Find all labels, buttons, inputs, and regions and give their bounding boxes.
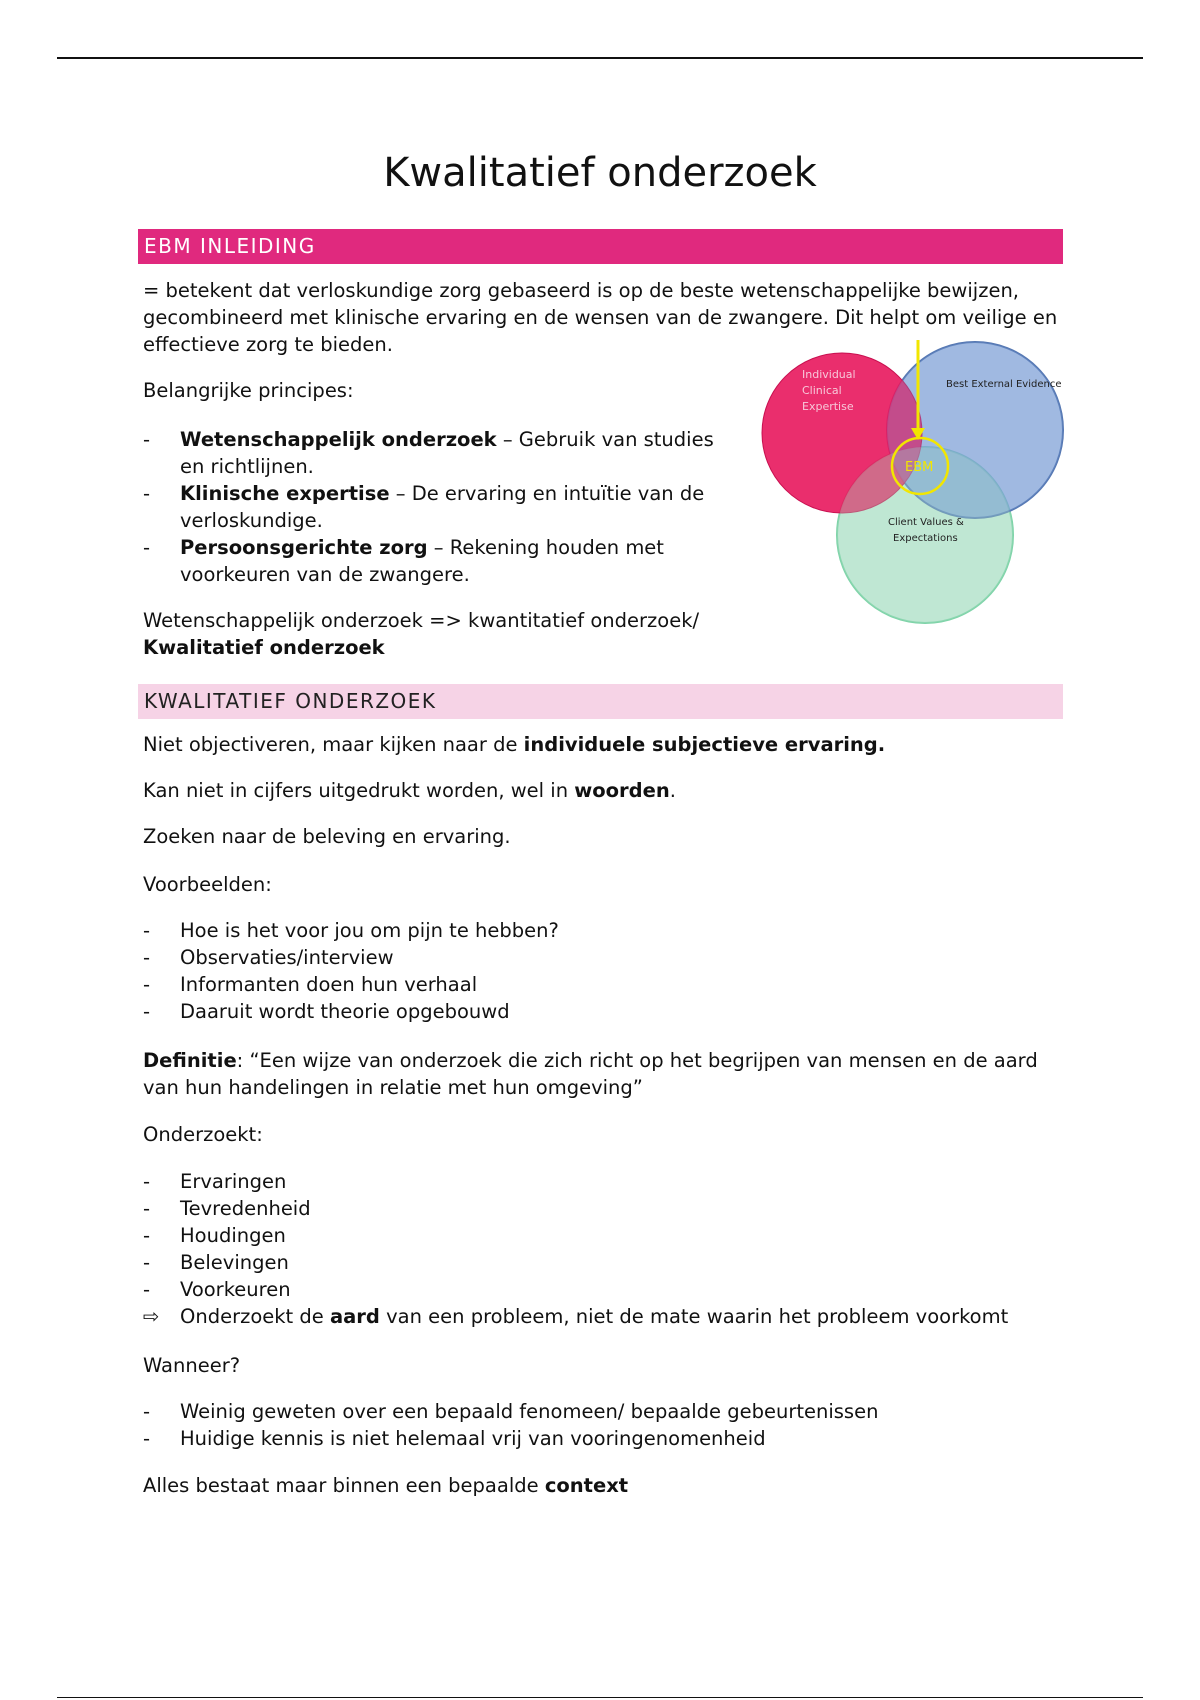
- dash: -: [143, 1278, 151, 1301]
- kwal-section-heading: KWALITATIEF ONDERZOEK: [138, 684, 1063, 719]
- dash: -: [143, 1251, 151, 1274]
- list-item: [143, 998, 1063, 1025]
- arrow-list-item: [143, 1303, 1063, 1330]
- arrow-text: Onderzoekt de: [180, 1305, 330, 1328]
- p2-text: Kan niet in cijfers uitgedrukt worden, wel in: [143, 779, 575, 802]
- research-item: Belevingen: [180, 1251, 289, 1274]
- dash: -: [143, 428, 151, 451]
- p1-bold: individuele subjectieve ervaring.: [523, 733, 886, 756]
- bottom-rule: [57, 1697, 1143, 1698]
- example-text: Daaruit wordt theorie opgebouwd: [180, 1000, 510, 1023]
- researches-list: [143, 1168, 1063, 1330]
- researches-label: [143, 1121, 1063, 1148]
- list-item: [143, 1398, 1063, 1425]
- research-item: Houdingen: [180, 1224, 286, 1247]
- examples-label: [143, 871, 1063, 898]
- list-item: [143, 480, 743, 534]
- final-line: [143, 1472, 1063, 1499]
- list-item: [143, 426, 743, 480]
- list-item: [143, 1195, 1063, 1222]
- list-item: [143, 971, 1063, 998]
- dash: -: [143, 482, 151, 505]
- p3-text: Zoeken naar de beleving en ervaring.: [143, 825, 511, 848]
- p1-text: Niet objectiveren, maar kijken naar de: [143, 733, 524, 756]
- ebm-research-line: [143, 607, 743, 661]
- principle-title: Persoonsgerichte zorg: [180, 536, 428, 559]
- dash: -: [143, 536, 151, 559]
- label-client-2: Expectations: [893, 533, 958, 544]
- dash: -: [143, 1224, 151, 1247]
- final-text: Alles bestaat maar binnen een bepaalde: [143, 1474, 545, 1497]
- research-item: Ervaringen: [180, 1170, 287, 1193]
- final-bold: context: [544, 1474, 629, 1497]
- dash: -: [143, 1427, 151, 1450]
- principle-text: – Rekening houden met voorkeuren van de zwangere.: [180, 536, 664, 586]
- p2-end: .: [669, 779, 676, 802]
- research-item: Voorkeuren: [180, 1278, 291, 1301]
- list-item: [143, 1276, 1063, 1303]
- list-item: [143, 917, 1063, 944]
- page-title: Kwalitatief onderzoek: [383, 150, 817, 196]
- kwal-p1: [143, 731, 1063, 758]
- list-item: [143, 1249, 1063, 1276]
- research-item: Tevredenheid: [180, 1197, 311, 1220]
- ebm-intro-text: = betekent dat verloskundige zorg gebaseerd is op de beste wetenschappelijke bewijzen, gecombineerd met klinische ervaring en de wensen van de zwangere. Dit helpt om veilige en effectieve zorg te bieden.: [143, 279, 1058, 356]
- when-label: [143, 1352, 1063, 1379]
- definition-label: Definitie: [143, 1049, 237, 1072]
- examples-label-text: Voorbeelden:: [143, 873, 272, 896]
- principle-title: Wetenschappelijk onderzoek: [180, 428, 497, 451]
- when-item: Huidige kennis is niet helemaal vrij van vooringenomenheid: [180, 1427, 766, 1450]
- label-client-1: Client Values &: [888, 517, 964, 528]
- label-expertise-3: Expertise: [802, 400, 854, 413]
- label-expertise-2: Clinical: [802, 384, 842, 397]
- example-text: Observaties/interview: [180, 946, 394, 969]
- definition-text: : “Een wijze van onderzoek die zich richt op het begrijpen van mensen en de aard van hun handelingen in relatie met hun omgeving”: [143, 1049, 1038, 1099]
- list-item: [143, 944, 1063, 971]
- research-bold: Kwalitatief onderzoek: [143, 636, 385, 659]
- ebm-venn-diagram: [760, 340, 1070, 625]
- dash: -: [143, 1000, 151, 1023]
- arrow-text-end: van een probleem, niet de mate waarin het probleem voorkomt: [379, 1305, 1009, 1328]
- arrow-bold: aard: [329, 1305, 380, 1328]
- dash: -: [143, 919, 151, 942]
- label-center: EBM: [905, 460, 934, 475]
- ebm-principles-list: [143, 426, 743, 588]
- definition: [143, 1047, 1063, 1101]
- example-text: Hoe is het voor jou om pijn te hebben?: [180, 919, 559, 942]
- examples-list: [143, 917, 1063, 1025]
- researches-label-text: Onderzoekt:: [143, 1123, 263, 1146]
- dash: -: [143, 1400, 151, 1423]
- label-evidence: Best External Evidence: [946, 379, 1062, 390]
- when-item: Weinig geweten over een bepaald fenomeen/ bepaalde gebeurtenissen: [180, 1400, 879, 1423]
- dash: -: [143, 1170, 151, 1193]
- principle-title: Klinische expertise: [180, 482, 390, 505]
- list-item: [143, 1222, 1063, 1249]
- arrow-icon: ⇨: [143, 1305, 160, 1328]
- list-item: [143, 1168, 1063, 1195]
- principles-label: Belangrijke principes:: [143, 379, 354, 402]
- p2-bold: woorden: [574, 779, 670, 802]
- dash: -: [143, 1197, 151, 1220]
- when-list: [143, 1398, 1063, 1452]
- kwal-p3: [143, 823, 1063, 850]
- ebm-section-heading: EBM INLEIDING: [138, 229, 1063, 264]
- example-text: Informanten doen hun verhaal: [180, 973, 478, 996]
- dash: -: [143, 946, 151, 969]
- top-rule: [57, 57, 1143, 59]
- research-line: Wetenschappelijk onderzoek => kwantitatief onderzoek/: [143, 609, 700, 632]
- label-expertise-1: Individual: [802, 368, 856, 381]
- kwal-p2: [143, 777, 1063, 804]
- list-item: [143, 534, 743, 588]
- principle-text: – Gebruik van studies en richtlijnen.: [180, 428, 714, 478]
- ebm-principles-label: [143, 377, 743, 404]
- when-label-text: Wanneer?: [143, 1354, 241, 1377]
- dash: -: [143, 973, 151, 996]
- list-item: [143, 1425, 1063, 1452]
- principle-text: – De ervaring en intuïtie van de verloskundige.: [180, 482, 705, 532]
